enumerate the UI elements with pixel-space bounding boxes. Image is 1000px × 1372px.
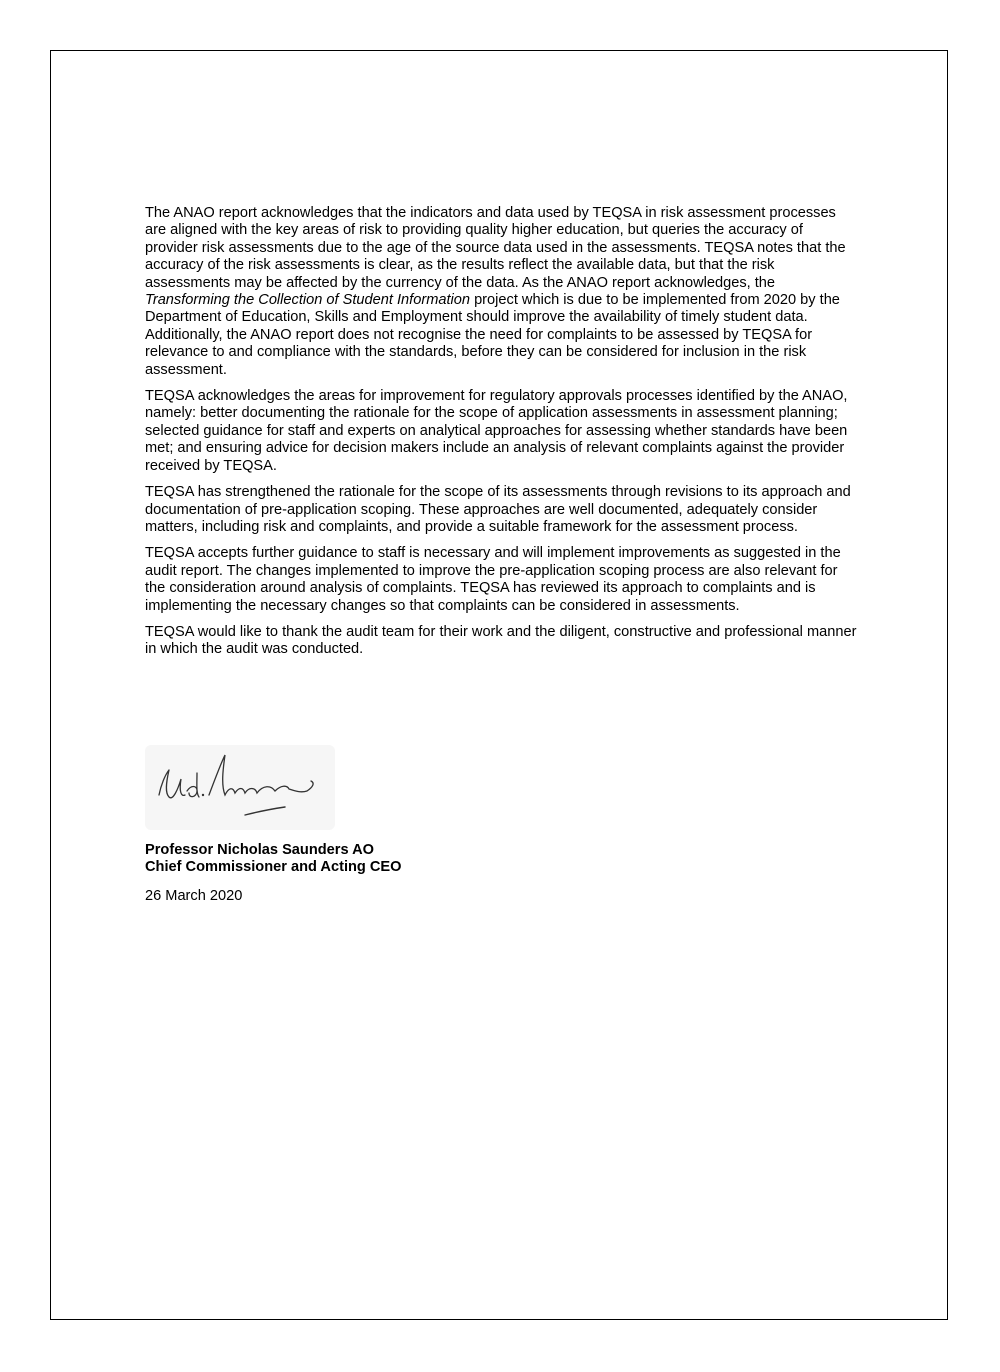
signatory-block bbox=[145, 842, 402, 877]
project-name: Transforming the Collection of Student Information bbox=[145, 292, 471, 309]
signature-icon bbox=[145, 745, 335, 830]
signatory-title: Chief Commissioner and Acting CEO bbox=[145, 859, 402, 876]
paragraph-risk-assessment bbox=[145, 205, 857, 379]
paragraph-approvals: TEQSA acknowledges the areas for improvement for regulatory approvals processes identified by the ANAO, namely: better documenting the rationale for the scope of application assessments in assessment planning; selected guidance for staff and experts on analytical approaches for assessing whether standards have been met; and ensuring advice for decision makers include an analysis of relevant complaints against the provider received by TEQSA. bbox=[145, 388, 848, 474]
paragraph-guidance: TEQSA accepts further guidance to staff is necessary and will implement improvements as suggested in the audit report. The changes implemented to improve the pre-application scoping process are also relevant for the consideration around analysis of complaints. TEQSA has reviewed its approach to complaints and is implementing the necessary changes so that complaints can be considered in assessments. bbox=[145, 545, 841, 614]
letter-body bbox=[145, 205, 857, 668]
paragraph-text: project which is due to be implemented from 2020 by the Department of Education, Skills and Employment should improve the availability of timely student data. Additionally, the ANAO report does not recognise the need for complaints to be assessed by TEQSA for relevance to and compliance with the standards, before they can be considered for inclusion in the risk assessment. bbox=[145, 292, 840, 378]
paragraph-thanks: TEQSA would like to thank the audit team for their work and the diligent, constructive and professional manner in which the audit was conducted. bbox=[145, 623, 857, 658]
letter-date: 26 March 2020 bbox=[145, 888, 243, 904]
signatory-name: Professor Nicholas Saunders AO bbox=[145, 842, 374, 858]
paragraph-text: The ANAO report acknowledges that the indicators and data used by TEQSA in risk assessment processes are aligned with the key areas of risk to providing quality higher education, but queries the accuracy of provider risk assessments due to the age of the source data used in the assessments. TEQSA notes that the accuracy of the risk assessments is clear, as the results reflect the available data, but that the risk assessments may be affected by the currency of the data. As the ANAO report acknowledges, the bbox=[145, 205, 846, 291]
paragraph-scoping: TEQSA has strengthened the rationale for the scope of its assessments through revisions to its approach and documentation of pre-application scoping. These approaches are well documented, adequately consider matters, including risk and complaints, and provide a suitable framework for the assessment process. bbox=[145, 484, 851, 535]
signature-image bbox=[145, 745, 335, 830]
